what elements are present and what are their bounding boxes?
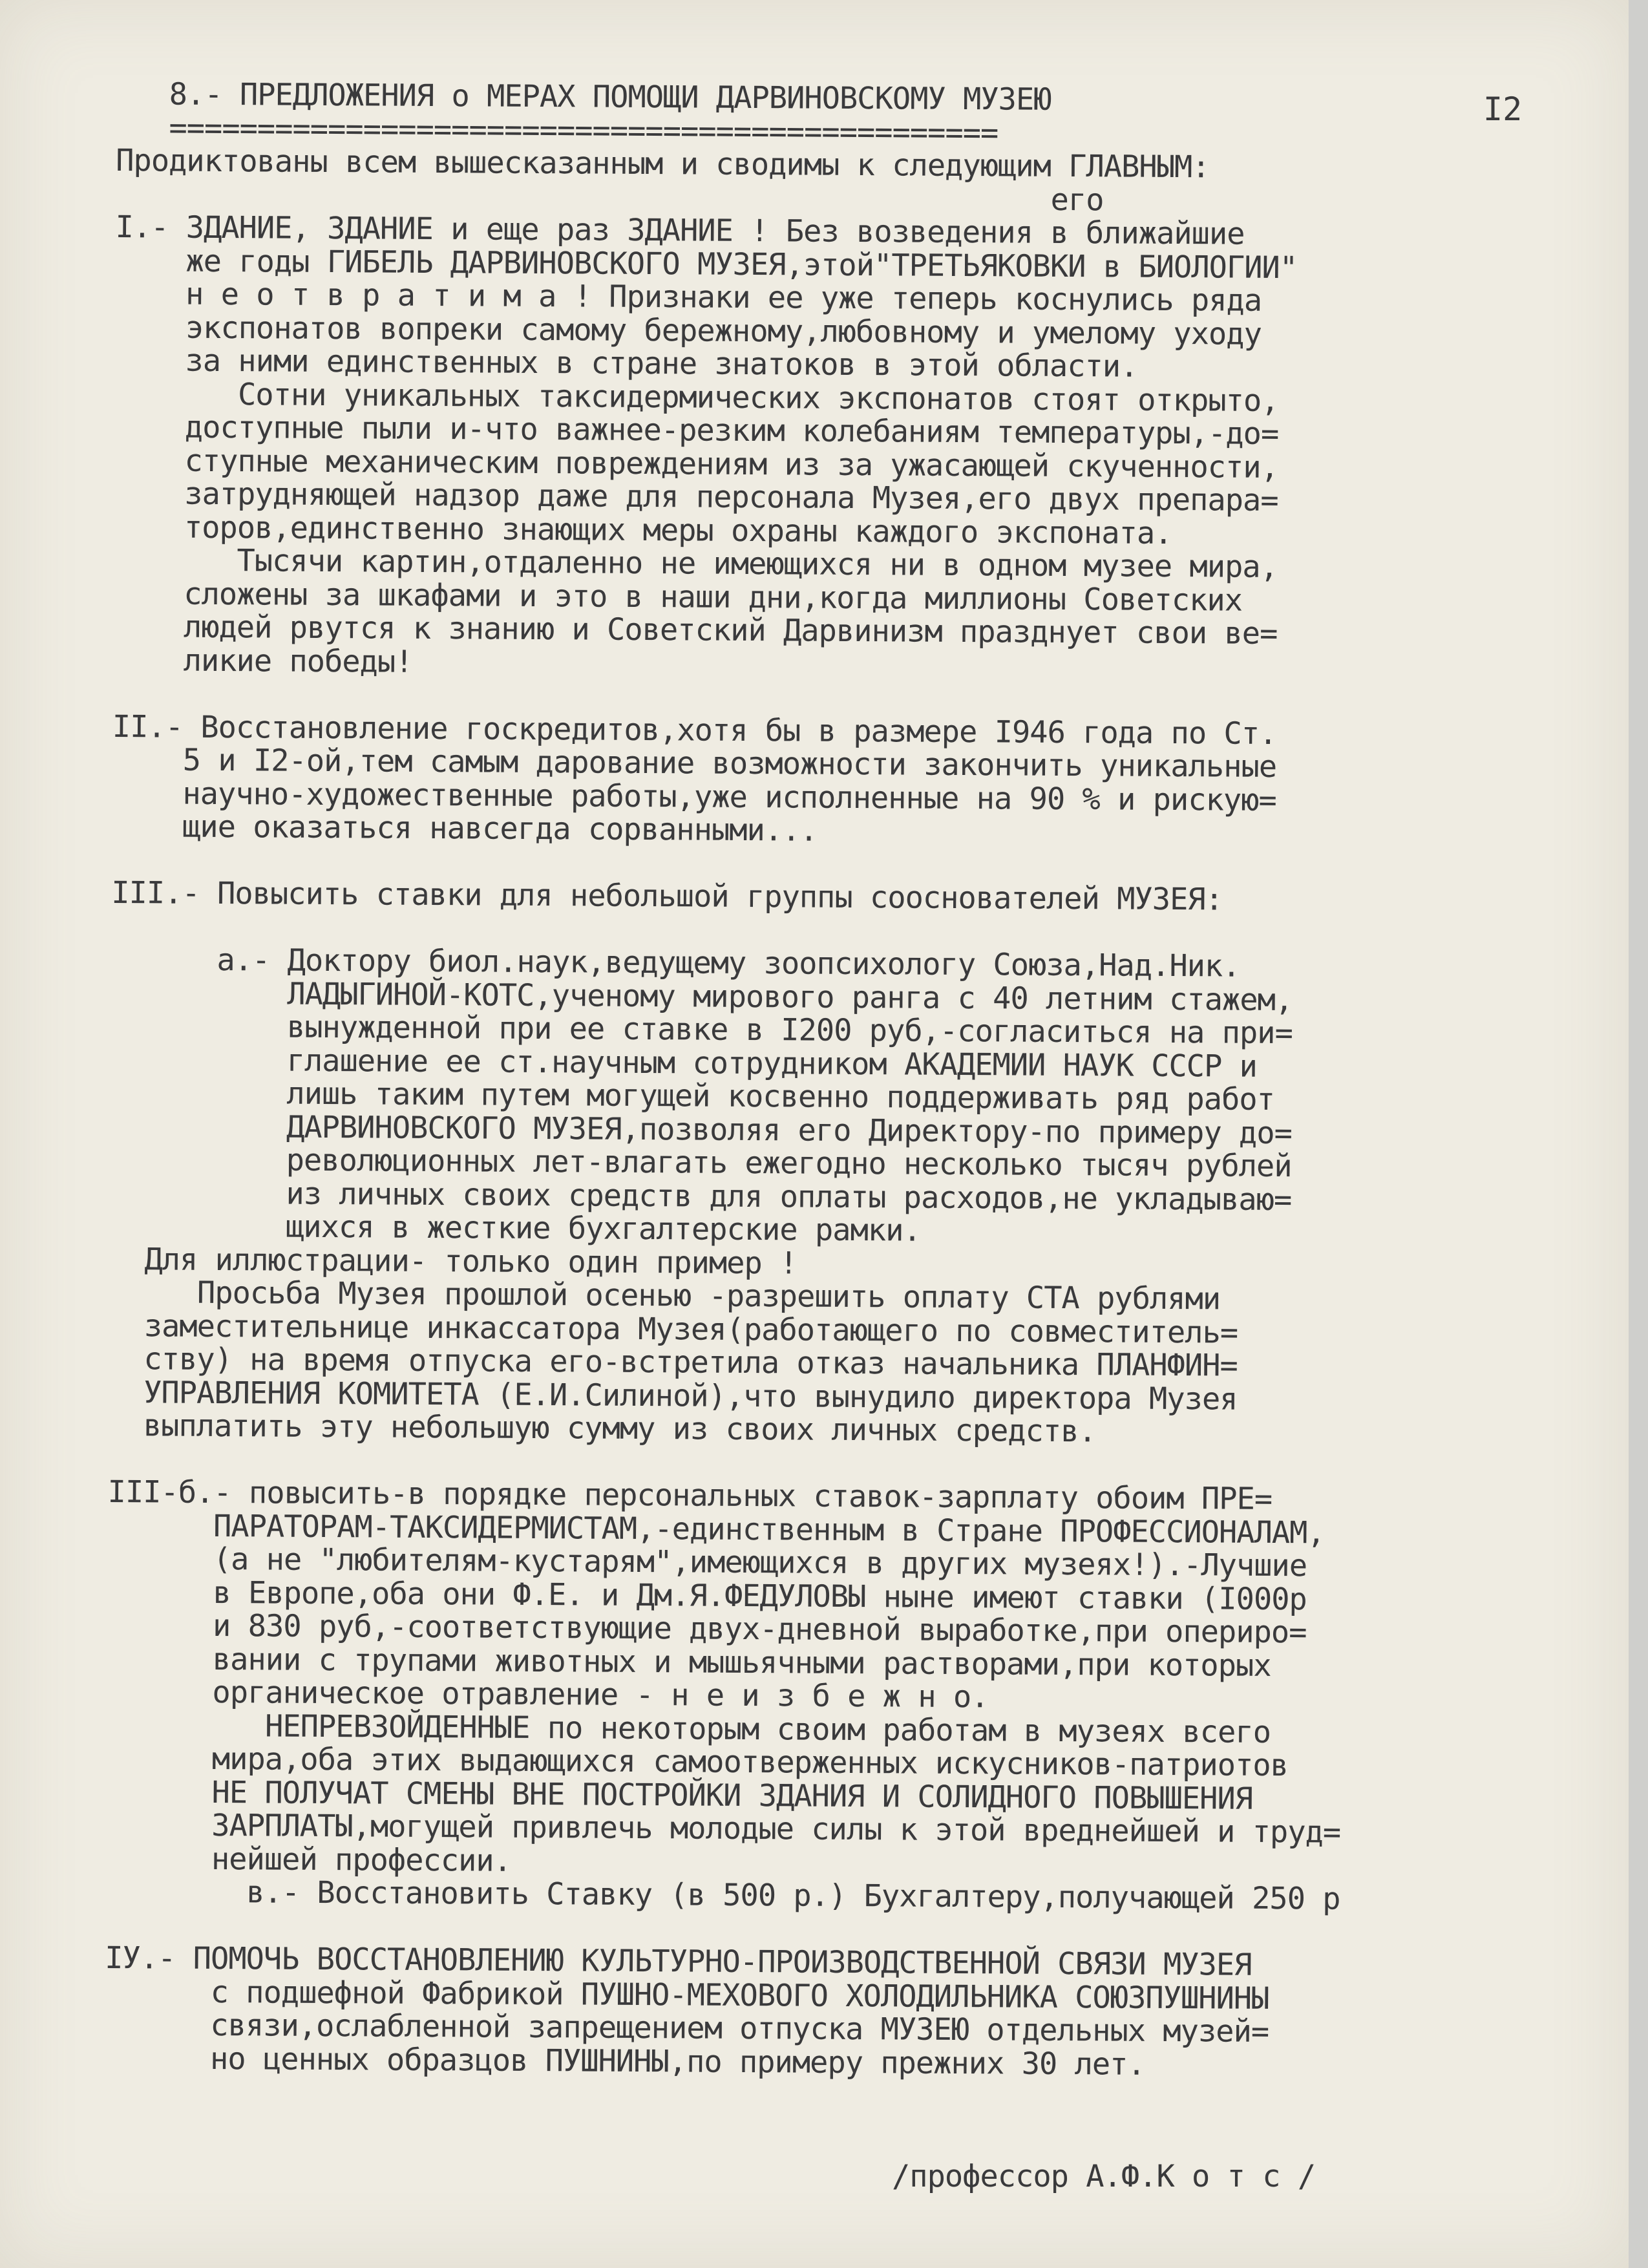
text-line: но ценных образцов ПУШНИНЫ,по примеру прежних 30 лет. — [104, 2040, 1145, 2083]
signature: /профессор А.Ф.К о т с / — [892, 2159, 1316, 2194]
text-line: с подшефной Фабрикой ПУШНО-МЕХОВОГО ХОЛОДИЛЬНИКА СОЮЗПУШНИНЫ — [104, 1973, 1269, 2017]
text-line: I.- ЗДАНИЕ, ЗДАНИЕ и еще раз ЗДАНИЕ ! Без возведения в ближайшие — [115, 209, 1245, 252]
text-line: сложены за шкафами и это в наши дни,когда миллионы Советских — [112, 575, 1243, 619]
text-line: III.- Повысить ставки для небольшой группы сооснователей МУЗЕЯ: — [111, 874, 1223, 918]
text-line: же годы ГИБЕЛЬ ДАРВИНОВСКОГО МУЗЕЯ,этой"ТРЕТЬЯКОВКИ в БИОЛОГИИ" — [115, 242, 1298, 286]
text-line: мира,оба этих выдающихся самоотверженных искусников-патриотов — [105, 1740, 1289, 1784]
text-line: IУ.- ПОМОЧЬ ВОССТАНОВЛЕНИЮ КУЛЬТУРНО-ПРОИЗВОДСТВЕННОЙ СВЯЗИ МУЗЕЯ — [105, 1940, 1252, 1983]
text-line: связи,ослабленной запрещением отпуска МУЗЕЮ отдельных музей= — [104, 2006, 1269, 2050]
text-line: (а не "любителям-кустарям",имеющихся в других музеях!).-Лучшие — [107, 1540, 1307, 1584]
text-line: экспонатов вопреки самому бережному,любовному и умелому уходу — [114, 309, 1262, 352]
text-line: НЕПРЕВЗОЙДЕННЫЕ по некоторым своим работам в музеях всего — [106, 1707, 1271, 1750]
text-line: ступные механическим повреждениям из за ужасающей скученности, — [114, 442, 1279, 485]
text-line: людей рвутся к знанию и Советский Дарвинизм празднует свои ве= — [112, 608, 1278, 652]
text-line: вынужденной при ее ставке в I200 руб,-согласиться на при= — [110, 1008, 1293, 1052]
text-line: научно-художественные работы,уже исполненные на 90 % и рискую= — [112, 775, 1276, 818]
text-line: вании с трупами животных и мышьячными растворами,при которых — [106, 1640, 1271, 1684]
text-line: в.- Восстановить Ставку (в 500 р.) Бухгалтеру,получающей 250 р — [105, 1873, 1340, 1917]
text-line: ликие победы! — [112, 642, 413, 680]
text-line: ЛАДЫГИНОЙ-КОТС,ученому мирового ранга с 40 летним стажем, — [111, 975, 1293, 1018]
text-line: ЗАРПЛАТЫ,могущей привлечь молодые силы к этой вреднейшей и труд= — [105, 1807, 1341, 1850]
text-line: доступные пыли и-что важнее-резким колебаниям температуры,-до= — [114, 408, 1279, 452]
text-line: Продиктованы всем вышесказанным и сводимы к следующим ГЛАВНЫМ: — [116, 142, 1210, 185]
text-line: 8.- ПРЕДЛОЖЕНИЯ о МЕРАХ ПОМОЩИ ДАРВИНОВСКОМУ МУЗЕЮ — [116, 76, 1051, 118]
text-line: Для иллюстрации- только один пример ! — [109, 1241, 798, 1281]
text-line: за ними единственных в стране знатоков в этой области. — [114, 342, 1138, 385]
text-line: из личных своих средств для оплаты расходов,не укладываю= — [109, 1174, 1292, 1218]
text-line: ДАРВИНОВСКОГО МУЗЕЯ,позволяя его Директору-по примеру до= — [109, 1108, 1293, 1151]
text-line: торов,единственно знающих меры охраны каждого экспоната. — [113, 509, 1172, 551]
text-line: его — [115, 176, 1104, 218]
text-line: НЕ ПОЛУЧАТ СМЕНЫ ВНЕ ПОСТРОЙКИ ЗДАНИЯ И СОЛИДНОГО ПОВЫШЕНИЯ — [105, 1774, 1253, 1817]
text-line: II.- Восстановление госкредитов,хотя бы в размере I946 года по Ст. — [112, 708, 1277, 752]
text-line: лишь таким путем могущей косвенно поддерживать ряд работ — [110, 1074, 1275, 1118]
text-line: а.- Доктору биол.наук,ведущему зоопсихологу Союза,Над.Ник. — [111, 941, 1240, 984]
text-line: в Европе,оба они Ф.Е. и Дм.Я.ФЕДУЛОВЫ ныне имеют ставки (I000р — [107, 1574, 1307, 1617]
text-line: глашение ее ст.научным сотрудником АКАДЕМИИ НАУК СССР и — [110, 1041, 1258, 1085]
text-line: революционных лет-влагать ежегодно несколько тысяч рублей — [109, 1141, 1292, 1185]
text-line: ству) на время отпуска его-встретила отказ начальника ПЛАНФИН= — [108, 1341, 1238, 1384]
text-line: заместительнице инкассатора Музея(работающего по совместитель= — [109, 1308, 1238, 1351]
page-number: I2 — [1483, 90, 1523, 128]
text-line: н е о т в р а т и м а ! Признаки ее уже теперь коснулись ряда — [114, 275, 1262, 319]
text-line: и 830 руб,-соответствующие двух-дневной выработке,при опериро= — [107, 1607, 1307, 1651]
text-line: выплатить эту небольшую сумму из своих личных средств. — [108, 1407, 1097, 1450]
text-line: Тысячи картин,отдаленно не имеющихся ни в одном музее мира, — [113, 542, 1278, 585]
text-line: органическое отравление - н е и з б е ж н о. — [106, 1673, 989, 1715]
text-line: щие оказаться навсегда сорванными... — [111, 808, 818, 849]
text-line: =============================================== — [116, 109, 998, 151]
text-line: затрудняющей надзор даже для персонала Музея,его двух препара= — [113, 475, 1278, 518]
document-body — [104, 78, 1532, 2083]
text-line: ІІІ-б.- повысить-в порядке персональных ставок-зарплату обоим ПРЕ= — [107, 1474, 1273, 1517]
scanner-edge — [1629, 0, 1648, 2268]
text-line: ПАРАТОРАМ-ТАКСИДЕРМИСТАМ,-единственным в Стране ПРОФЕССИОНАЛАМ, — [107, 1507, 1325, 1551]
text-line: щихся в жесткие бухгалтерские рамки. — [109, 1207, 921, 1249]
text-line: Сотни уникальных таксидермических экспонатов стоят открыто, — [114, 376, 1279, 419]
text-line: Просьба Музея прошлой осенью -разрешить оплату СТА рублями — [109, 1274, 1221, 1317]
text-line: нейшей профессии. — [105, 1840, 512, 1879]
text-line: УПРАВЛЕНИЯ КОМИТЕТА (Е.И.Силиной),что вынудило директора Музея — [108, 1374, 1238, 1417]
text-line: 5 и I2-ой,тем самым дарование возможности закончить уникальные — [112, 741, 1277, 785]
